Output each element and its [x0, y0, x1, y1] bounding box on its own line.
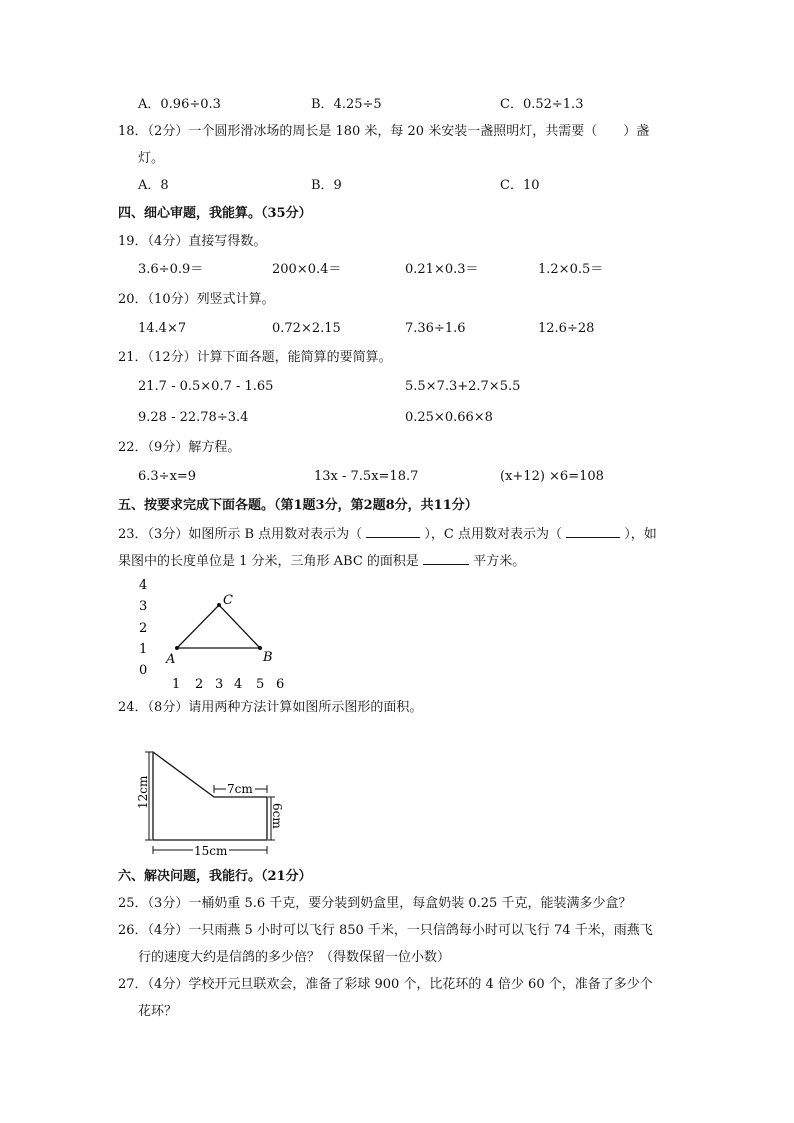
label-c: C	[223, 593, 233, 608]
y-tick-4: 4	[139, 578, 148, 593]
q24-shape-figure	[130, 745, 290, 865]
q23-blank-c[interactable]	[566, 525, 620, 538]
q23-text-part1: 23．（3分）如图所示 B 点用数对表示为（	[118, 527, 363, 542]
q20-item: 14.4×7	[138, 321, 187, 336]
q23-text-part4: 果图中的长度单位是 1 分米，三角形 ABC 的面积是	[118, 554, 419, 569]
y-tick-1: 1	[139, 642, 148, 657]
composite-shape	[153, 752, 267, 840]
q23-text-part2: ），C 点用数对表示为（	[424, 527, 563, 542]
label-b: B	[263, 650, 273, 665]
dim-bottom-label: 15cm	[194, 844, 228, 858]
section-6-heading: 六、解决问题，我能行。（21分）	[118, 869, 312, 884]
q27-text-line1: 27．（4分）学校开元旦联欢会，准备了彩球 900 个，比花环的 4 倍少 60 个，准备了多少个	[118, 977, 653, 992]
q19-item: 3.6÷0.9＝	[138, 262, 204, 277]
q18-option-c: C．10	[500, 178, 540, 193]
dim-left-label: 12cm	[136, 775, 150, 809]
q21-item: 5.5×7.3+2.7×5.5	[405, 379, 521, 394]
q19-item: 200×0.4＝	[272, 262, 342, 277]
q18-option-a: A．8	[138, 178, 169, 193]
q26-text-line2: 行的速度大约是信鸽的多少倍？（得数保留一位小数）	[138, 950, 451, 965]
x-tick-5: 5	[256, 677, 265, 692]
triangle-abc	[177, 605, 260, 648]
label-a: A	[166, 652, 176, 667]
q18-text-line1: 18．（2分）一个圆形滑冰场的周长是 180 米，每 20 米安装一盏照明灯，共需要（ ）盏	[118, 124, 650, 139]
q23-line2	[118, 552, 525, 571]
x-tick-1: 1	[172, 677, 181, 692]
q24-title: 24．（8分）请用两种方法计算如图所示图形的面积。	[118, 700, 423, 715]
q23-coordinate-figure	[130, 574, 300, 694]
q23-blank-b[interactable]	[366, 525, 420, 538]
x-tick-6: 6	[276, 677, 285, 692]
point-c	[217, 603, 221, 607]
x-tick-2: 2	[195, 677, 204, 692]
q20-item: 12.6÷28	[538, 321, 595, 336]
dim-top-label: 7cm	[227, 782, 253, 796]
q23-blank-area[interactable]	[423, 552, 469, 565]
q20-item: 7.36÷1.6	[405, 321, 466, 336]
q21-item: 9.28 - 22.78÷3.4	[138, 410, 249, 425]
q22-item: 13x - 7.5x=18.7	[314, 469, 419, 484]
q20-item: 0.72×2.15	[272, 321, 341, 336]
x-tick-4: 4	[234, 677, 243, 692]
point-a	[175, 646, 179, 650]
q17-option-a: A．0.96÷0.3	[138, 97, 221, 112]
x-tick-3: 3	[215, 677, 224, 692]
q21-item: 0.25×0.66×8	[405, 410, 493, 425]
q19-item: 1.2×0.5＝	[538, 262, 604, 277]
q23-text-part5: 平方米。	[473, 554, 526, 569]
q27-text-line2: 花环？	[138, 1004, 178, 1019]
dim-right-label: 6cm	[270, 803, 284, 829]
q19-item: 0.21×0.3＝	[405, 262, 479, 277]
q23-line1	[118, 525, 657, 544]
q19-title: 19．（4分）直接写得数。	[118, 234, 267, 249]
q18-text-line2: 灯。	[138, 151, 165, 166]
y-tick-2: 2	[139, 621, 148, 636]
q22-item: 6.3÷x=9	[138, 469, 197, 484]
q17-option-c: C．0.52÷1.3	[500, 97, 584, 112]
q23-text-part3: ），如	[624, 527, 657, 542]
q26-text-line1: 26．（4分）一只雨燕 5 小时可以飞行 850 千米，一只信鸽每小时可以飞行 74 千米，雨燕飞	[118, 923, 653, 938]
q21-item: 21.7 - 0.5×0.7 - 1.65	[138, 379, 274, 394]
y-tick-3: 3	[139, 599, 148, 614]
q20-title: 20．（10分）列竖式计算。	[118, 292, 275, 307]
section-4-heading: 四、细心审题，我能算。（35分）	[118, 206, 312, 221]
q22-title: 22．（9分）解方程。	[118, 440, 241, 455]
q21-title: 21．（12分）计算下面各题，能简算的要简算。	[118, 350, 392, 365]
q18-option-b: B．9	[311, 178, 342, 193]
y-tick-0: 0	[139, 663, 148, 678]
q22-item: (x+12) ×6=108	[500, 469, 604, 484]
point-b	[258, 646, 262, 650]
section-5-heading: 五、按要求完成下面各题。（第1题3分，第2题8分，共11分）	[118, 498, 478, 513]
q25-text: 25．（3分）一桶奶重 5.6 千克，要分装到奶盒里，每盒奶装 0.25 千克，能装满多少盒？	[118, 896, 632, 911]
q17-option-b: B．4.25÷5	[311, 97, 382, 112]
